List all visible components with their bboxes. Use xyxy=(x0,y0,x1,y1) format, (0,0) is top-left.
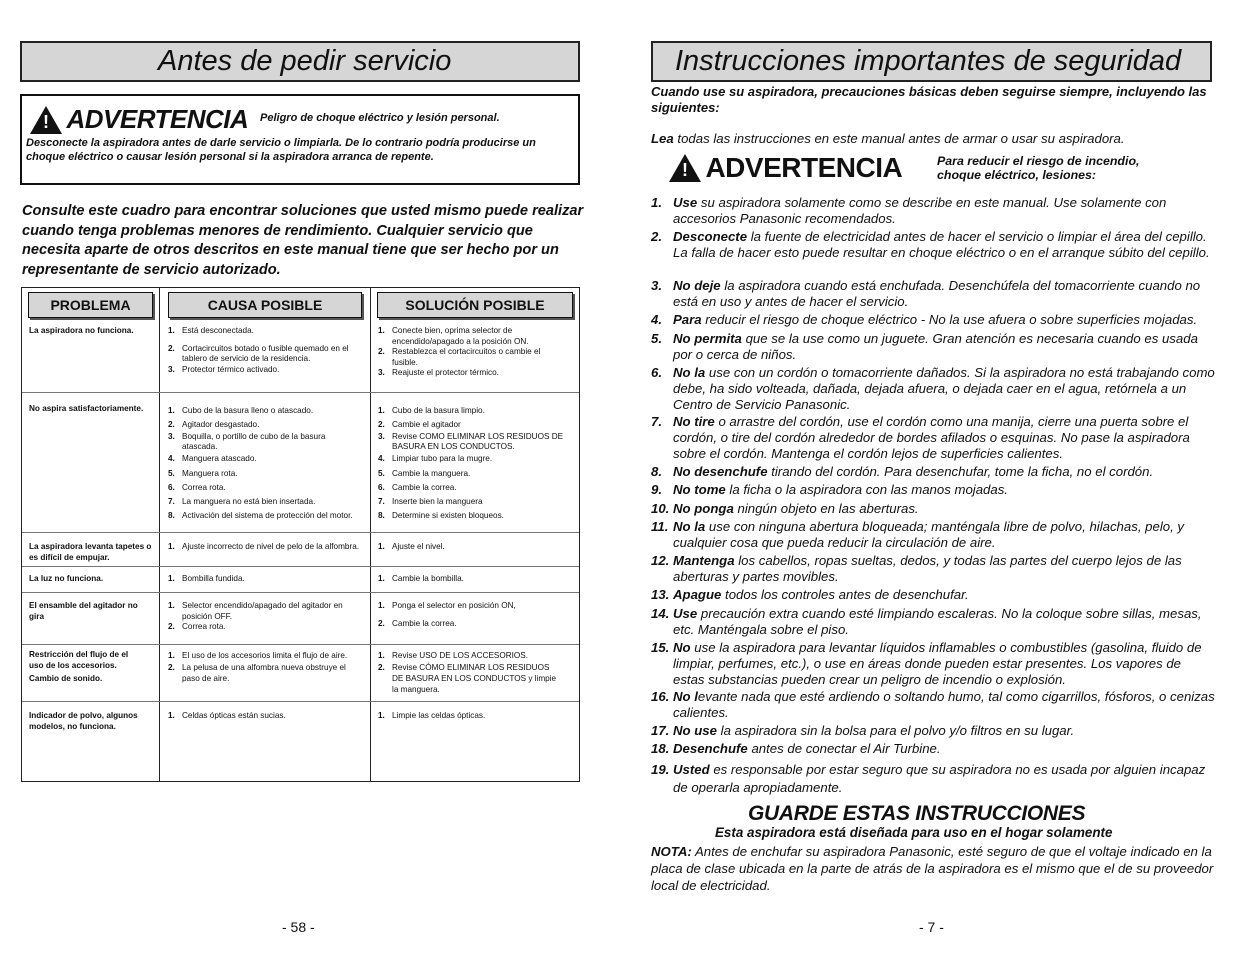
table-row-causes xyxy=(168,574,363,585)
left-page-title xyxy=(20,41,580,82)
problem-text: La aspiradora levanta tapetes o es difícil de empujar. xyxy=(29,542,152,562)
safety-item: 6. No la use con un cordón o tomacorriente dañados. Si la aspiradora no está trabajando como debe, ha sido volteada, dañada, dejada afuera, o dejada caer en el agua, retórnela a un Centro de Servicio Panasonic. xyxy=(651,365,1215,412)
list-item: 2. Revise CÓMO ELIMINAR LOS RESIDUOS DE BASURA EN LOS CONDUCTOS y limpie la manguera. xyxy=(378,663,557,694)
safety-item: 9. No tome la ficha o la aspiradora con las manos mojadas. xyxy=(651,482,1008,497)
safety-item: 17. No use la aspiradora sin la bolsa para el polvo y/o filtros en su lugar. xyxy=(651,723,1075,738)
list-item: 3. Protector térmico activado. xyxy=(168,364,280,374)
row-divider xyxy=(22,592,579,593)
right-page-number: - 7 - xyxy=(919,919,944,935)
table-row-solutions xyxy=(378,650,558,695)
problem-text: La luz no funciona. xyxy=(29,574,104,583)
table-row-solutions xyxy=(378,326,568,379)
list-item: 3. Boquilla, o portillo de cubo de la basura atascada. xyxy=(168,432,326,452)
problem-text: No aspira satisfactoriamente. xyxy=(29,404,144,413)
safety-item: 10. No ponga ningún objeto en las aberturas. xyxy=(651,501,919,516)
safety-item: 2. Desconecte la fuente de electricidad antes de hacer el servicio o limpiar el área del cepillo. La falla de hacer esto puede resultar en choque eléctrico o en el arranque súbito del cepillo. xyxy=(651,229,1210,260)
problem-text: La aspiradora no funciona. xyxy=(29,326,134,335)
note-paragraph xyxy=(651,843,1217,894)
table-row-causes xyxy=(168,601,348,633)
safety-item: 14. Use precaución extra cuando esté limpiando escaleras. No la coloque sobre sillas, mesas, etc. Manténgala sobre el piso. xyxy=(651,606,1202,637)
list-item: 3. Reajuste el protector térmico. xyxy=(378,368,499,378)
left-warning-word: ADVERTENCIA xyxy=(66,104,249,134)
list-item: 1. El uso de los accesorios limita el flujo de aire. xyxy=(168,651,348,660)
list-item: 1. Celdas ópticas están sucias. xyxy=(168,711,286,720)
list-item: 1. Cubo de la basura limpio. xyxy=(378,406,485,415)
list-item: 6. Cambie la correa. xyxy=(378,482,457,492)
header-solution: SOLUCIÓN POSIBLE xyxy=(377,292,573,318)
col-divider xyxy=(159,288,160,781)
note-text: Antes de enchufar su aspiradora Panasonic, esté seguro de que el voltaje indicado en la placa de clase ubicada en la parte de atrás de la aspiradora es el mismo que el de su proveedor local de electricidad. xyxy=(651,844,1214,893)
warning-triangle-icon xyxy=(30,106,62,134)
list-item: 1. Conecte bien, oprima selector de encendido/apagado a la posición ON. xyxy=(378,326,529,346)
list-item: 1. Selector encendido/apagado del agitador en posición OFF. xyxy=(168,601,343,621)
right-lead: Cuando use su aspiradora, precauciones básicas deben seguirse siempre, incluyendo las siguientes: xyxy=(651,84,1207,115)
list-item: 1. Cubo de la basura lleno o atascado. xyxy=(168,406,314,415)
left-warning-text: Desconecte la aspiradora antes de darle servicio o limpiarla. De lo contrario podría producirse un choque eléctrico o causar lesión personal si la aspiradora arranca de repente. xyxy=(26,137,536,163)
row-divider xyxy=(22,532,579,533)
table-row-solutions xyxy=(378,711,568,722)
table-row-solutions xyxy=(378,404,568,523)
save-instructions-title: GUARDE ESTAS INSTRUCCIONES xyxy=(748,802,1086,825)
list-item: 1. Ajuste incorrecto de nivel de pelo de la alfombra. xyxy=(168,542,360,551)
table-row-problem xyxy=(29,574,154,585)
right-warning-caption xyxy=(937,155,1139,182)
list-item: 1. Ponga el selector en posición ON, xyxy=(378,601,516,610)
list-item: 8. Activación del sistema de protección del motor. xyxy=(168,511,353,521)
safety-item: 19. Usted es responsable por estar seguro que su aspiradora no es usada por alguien incapaz de operarla apropiadamente. xyxy=(651,762,1206,795)
left-page-number: - 58 - xyxy=(282,919,315,935)
table-row-problem xyxy=(29,542,154,563)
header-cause: CAUSA POSIBLE xyxy=(168,292,362,318)
safety-item: 8. No desenchufe tirando del cordón. Para desenchufar, tome la ficha, no el cordón. xyxy=(651,464,1154,479)
safety-item: 18. Desenchufe antes de conectar el Air Turbine. xyxy=(651,741,941,756)
list-item: 2. La pelusa de una alfombra nueva obstruye el paso de aire. xyxy=(168,663,346,683)
safety-item: 11. No la use con ninguna abertura bloqueada; manténgala libre de polvo, hilachas, pelo, y cualquier cosa que pueda reducir la circulación de aire. xyxy=(651,519,1185,550)
list-item: 2. Agitador desgastado. xyxy=(168,420,260,430)
right-read-line xyxy=(651,131,1217,147)
problem-text: Restricción del flujo de el uso de los accesorios. xyxy=(29,650,129,670)
left-warning-subtitle: Peligro de choque eléctrico y lesión personal. xyxy=(260,112,500,124)
list-item: 5. Cambie la manguera. xyxy=(378,468,471,478)
table-row-problem xyxy=(29,601,139,622)
list-item: 2. Cambie el agitador xyxy=(378,420,461,430)
warning-triangle-icon xyxy=(669,154,701,182)
list-item: 1. Cambie la bombilla. xyxy=(378,574,464,583)
problem-text: Cambio de sonido. xyxy=(29,674,103,684)
table-row-problem xyxy=(29,711,154,732)
table-row-problem xyxy=(29,650,144,685)
right-page-title xyxy=(651,41,1212,82)
list-item: 8. Determine si existen bloqueos. xyxy=(378,511,504,521)
save-instructions-subtitle: Esta aspiradora está diseñada para uso en el hogar solamente xyxy=(715,825,1113,840)
row-divider xyxy=(22,566,579,567)
problem-text: El ensamble del agitador no gira xyxy=(29,601,138,621)
warning-caption-line: Para reducir el riesgo de incendio, xyxy=(937,154,1140,168)
left-warning-box xyxy=(20,94,580,185)
table-row-solutions xyxy=(378,601,568,629)
list-item: 1. Revise USO DE LOS ACCESORIOS. xyxy=(378,651,529,660)
row-divider xyxy=(22,644,579,645)
table-row-causes xyxy=(168,326,363,375)
table-row-solutions xyxy=(378,574,568,585)
problem-text: Indicador de polvo, algunos modelos, no funciona. xyxy=(29,711,138,731)
warning-caption-line: choque eléctrico, lesiones: xyxy=(937,167,1097,182)
table-row-problem xyxy=(29,404,154,415)
safety-item: 5. No permita que se la use como un juguete. Gran atención es necesaria cuando es usada por o cerca de niños. xyxy=(651,331,1198,362)
table-row-causes xyxy=(168,711,363,722)
header-problem: PROBLEMA xyxy=(28,292,153,318)
safety-item: 13. Apague todos los controles antes de desenchufar. xyxy=(651,587,969,602)
list-item: 2. Restablezca el cortacircuitos o cambie el fusible. xyxy=(378,347,541,367)
list-item: 2. Correa rota. xyxy=(168,622,226,632)
safety-item: 4. Para reducir el riesgo de choque eléctrico - No la use afuera o sobre superficies mojadas. xyxy=(651,312,1198,327)
row-divider xyxy=(22,701,579,702)
right-warning-heading xyxy=(669,152,902,184)
list-item: 1. Ajuste el nivel. xyxy=(378,542,445,551)
list-item: 7. La manguera no está bien insertada. xyxy=(168,497,316,507)
safety-item: 12. Mantenga los cabellos, ropas sueltas, dedos, y todas las partes del cuerpo lejos de las aberturas y partes movibles. xyxy=(651,553,1182,584)
safety-item: 3. No deje la aspiradora cuando está enchufada. Desenchúfela del tomacorriente cuando no está en uso y antes de hacer el servicio. xyxy=(651,278,1201,309)
list-item: 6. Correa rota. xyxy=(168,482,226,492)
list-item: 1. Limpie las celdas ópticas. xyxy=(378,711,486,720)
table-row-causes xyxy=(168,404,363,523)
left-intro: Consulte este cuadro para encontrar soluciones que usted mismo puede realizar cuando tenga problemas menores de rendimiento. Cualquier servicio que necesita aparte de otros descritos en este manual tiene que ser hecho por un representante de servicio autorizado. xyxy=(22,203,584,278)
safety-item: 7. No tire o arrastre del cordón, use el cordón como una manija, cierre una puerta sobre el cordón, o tire del cordón alrededor de bordes afilados o esquinas. No pase la aspiradora sobre el cordón. Mantenga el cordón lejos de superficies calientes. xyxy=(651,414,1190,461)
list-item: 7. Inserte bien la manguera xyxy=(378,497,483,507)
list-item: 1. Bombilla fundida. xyxy=(168,574,245,583)
left-warning-heading xyxy=(30,104,248,135)
list-item: 4. Limpiar tubo para la mugre. xyxy=(378,454,493,464)
list-item: 3. Revise COMO ELIMINAR LOS RESIDUOS DE BASURA EN LOS CONDUCTOS. xyxy=(378,432,564,452)
list-item: 5. Manguera rota. xyxy=(168,468,238,478)
right-page-title-text: Instrucciones importantes de seguridad xyxy=(675,45,1182,77)
table-row-problem xyxy=(29,326,154,337)
read-keyword: Lea xyxy=(651,131,674,146)
row-divider xyxy=(22,392,579,393)
note-keyword: NOTA: xyxy=(651,844,692,859)
list-item: 4. Manguera atascado. xyxy=(168,454,257,464)
left-page-title-text: Antes de pedir servicio xyxy=(158,45,452,77)
right-warning-word: ADVERTENCIA xyxy=(705,152,903,183)
list-item: 2. Cortacircuitos botado o fusible quemado en el tablero de servicio de la residencia. xyxy=(168,343,349,364)
col-divider xyxy=(370,288,371,781)
list-item: 1. Está desconectada. xyxy=(168,326,254,335)
read-text: todas las instrucciones en este manual antes de armar o usar su aspiradora. xyxy=(677,131,1125,146)
safety-item: 1. Use su aspiradora solamente como se describe en este manual. Use solamente con accesorios Panasonic recomendados. xyxy=(651,195,1167,226)
table-row-solutions xyxy=(378,542,568,553)
table-row-causes xyxy=(168,542,368,553)
list-item: 2. Cambie la correa. xyxy=(378,618,457,628)
safety-item: 16. No levante nada que esté ardiendo o soltando humo, tal como cigarrillos, fósforos, o cenizas calientes. xyxy=(651,689,1215,720)
troubleshooting-table xyxy=(21,287,580,782)
safety-item: 15. No use la aspiradora para levantar líquidos inflamables o combustibles (gasolina, fluido de limpiar, perfumes, etc.), o use en áreas donde pueden estar presentes. Los vapores de estas substancias pueden crear un peligro de incendio o explosión. xyxy=(651,640,1202,687)
table-row-causes xyxy=(168,650,363,684)
